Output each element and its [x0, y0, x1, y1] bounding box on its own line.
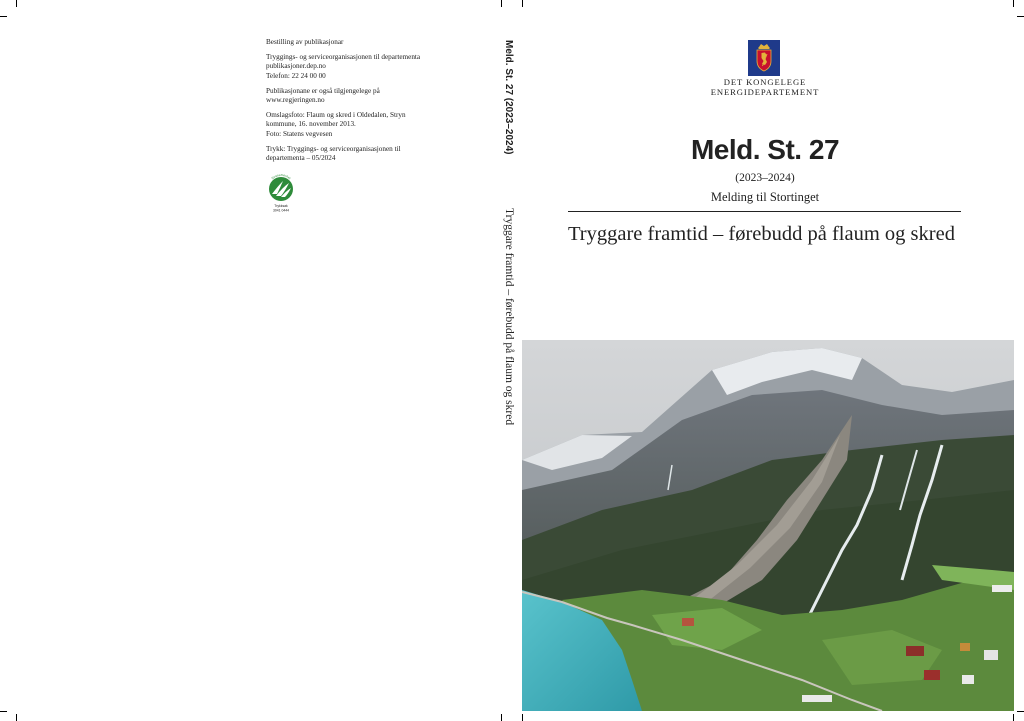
ministry-line2: ENERGIDEPARTEMENT [710, 87, 820, 97]
availability-info [266, 87, 446, 105]
title-divider [568, 211, 961, 212]
crop-mark [16, 714, 17, 721]
photo-caption-line2: kommune, 16. november 2013. [266, 120, 356, 129]
photo-credit-info [266, 111, 446, 139]
print-line1: Trykk: Tryggings- og serviceorganisasjonen til [266, 144, 401, 153]
print-line2: departementa – 05/2024 [266, 154, 336, 163]
ecolabel-line1: Trykksak [274, 204, 288, 208]
spine-subtitle: Tryggare framtid – førebudd på flaum og skred [503, 208, 515, 426]
order-url: publikasjoner.dep.no [266, 62, 326, 71]
document-type: Melding til Stortinget [710, 190, 820, 204]
back-cover-colophon [266, 38, 446, 169]
print-info [266, 145, 446, 163]
spine-title: Meld. St. 27 (2023–2024) [503, 40, 514, 155]
photo-caption-line1: Omslagsfoto: Flaum og skred i Oldedalen, Stryn [266, 111, 406, 120]
availability-url: www.regjeringen.no [266, 96, 325, 105]
crop-mark [16, 0, 17, 7]
crop-mark [1017, 711, 1024, 712]
order-org: Tryggings- og serviceorganisasjonen til departementa [266, 53, 421, 62]
ecolabel-line2: 3041 0444 [272, 208, 290, 213]
order-info [266, 53, 446, 81]
document-title: Tryggare framtid – førebudd på flaum og skred [568, 223, 955, 245]
crop-mark [1013, 0, 1014, 7]
crop-mark [0, 16, 7, 17]
crop-mark [1013, 714, 1014, 721]
crop-mark [522, 714, 523, 721]
crop-mark [1017, 16, 1024, 17]
crop-mark [522, 0, 523, 7]
document-number: Meld. St. 27 [690, 134, 840, 165]
crop-mark [0, 711, 7, 712]
order-heading: Bestilling av publikasjonar [266, 38, 344, 46]
ministry-line1: DET KONGELEGE [723, 77, 807, 87]
photo-credit: Foto: Statens vegvesen [266, 129, 333, 138]
document-years: (2023–2024) [735, 172, 795, 184]
nordic-swan-ecolabel-icon [266, 172, 296, 216]
availability-text: Publikasjonane er også tilgjengelege på [266, 86, 380, 95]
crop-mark [501, 714, 502, 721]
order-phone: Telefon: 22 24 00 00 [266, 71, 326, 80]
cover-photo [522, 340, 1014, 711]
ministry-name [690, 77, 840, 97]
ecolabel-top-text: Svanemerket [270, 172, 292, 181]
crop-mark [501, 0, 502, 7]
norwegian-coat-of-arms-icon [748, 40, 780, 76]
